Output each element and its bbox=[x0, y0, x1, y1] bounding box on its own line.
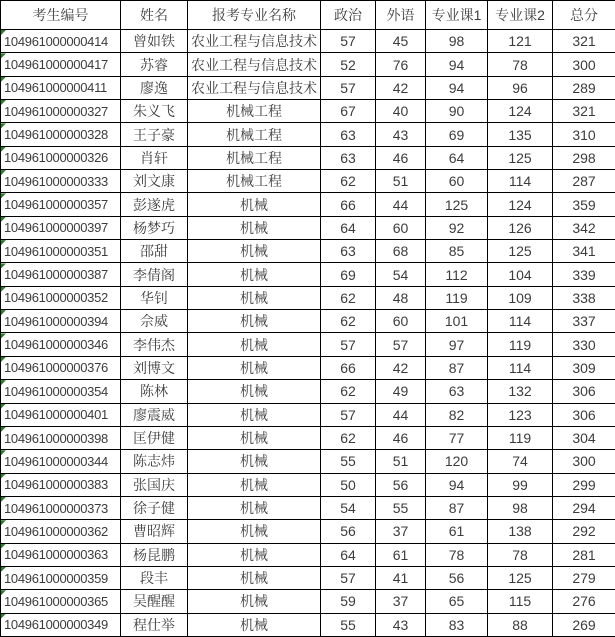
cell-candidate-id[interactable] bbox=[1, 613, 121, 636]
cell-total[interactable]: 310 bbox=[553, 123, 615, 146]
cell-total[interactable]: 330 bbox=[553, 333, 615, 356]
cell-foreign-language[interactable]: 61 bbox=[376, 543, 426, 566]
header-major[interactable]: 报考专业名称 bbox=[188, 1, 321, 30]
table-row bbox=[1, 100, 615, 123]
candidate-id-text: 104961000000394 bbox=[4, 314, 108, 329]
cell-name[interactable]: 邵甜 bbox=[121, 240, 188, 263]
cell-foreign-language[interactable]: 42 bbox=[376, 76, 426, 99]
cell-major[interactable]: 机械 bbox=[188, 263, 321, 286]
candidate-id-text: 104961000000346 bbox=[4, 337, 108, 352]
cell-course2[interactable]: 138 bbox=[488, 520, 553, 543]
cell-major[interactable]: 机械 bbox=[188, 403, 321, 426]
cell-major[interactable]: 机械 bbox=[188, 356, 321, 379]
cell-course1[interactable]: 82 bbox=[426, 403, 488, 426]
cell-course1[interactable]: 119 bbox=[426, 286, 488, 309]
cell-politics[interactable]: 62 bbox=[321, 426, 376, 449]
cell-name[interactable]: 彭遂虎 bbox=[121, 193, 188, 216]
cell-name[interactable]: 肖轩 bbox=[121, 146, 188, 169]
cell-foreign-language[interactable]: 44 bbox=[376, 193, 426, 216]
candidate-id-text: 104961000000349 bbox=[4, 617, 108, 632]
cell-total[interactable]: 309 bbox=[553, 356, 615, 379]
cell-major[interactable]: 机械 bbox=[188, 450, 321, 473]
cell-candidate-id[interactable] bbox=[1, 333, 121, 356]
cell-course2[interactable]: 98 bbox=[488, 496, 553, 519]
cell-course2[interactable]: 119 bbox=[488, 426, 553, 449]
cell-politics[interactable]: 69 bbox=[321, 263, 376, 286]
candidate-id-text: 104961000000365 bbox=[4, 594, 108, 609]
cell-politics[interactable]: 64 bbox=[321, 543, 376, 566]
table-row bbox=[1, 426, 615, 449]
cell-course2[interactable]: 124 bbox=[488, 100, 553, 123]
cell-foreign-language[interactable]: 46 bbox=[376, 426, 426, 449]
cell-major[interactable]: 机械 bbox=[188, 310, 321, 333]
cell-politics[interactable]: 63 bbox=[321, 123, 376, 146]
cell-politics[interactable]: 57 bbox=[321, 403, 376, 426]
cell-foreign-language[interactable]: 51 bbox=[376, 450, 426, 473]
cell-major[interactable]: 机械 bbox=[188, 496, 321, 519]
cell-foreign-language[interactable]: 41 bbox=[376, 566, 426, 589]
cell-total[interactable]: 299 bbox=[553, 473, 615, 496]
header-candidate-id[interactable]: 考生编号 bbox=[1, 1, 121, 30]
cell-course2[interactable]: 99 bbox=[488, 473, 553, 496]
cell-major[interactable]: 机械 bbox=[188, 473, 321, 496]
cell-foreign-language[interactable]: 42 bbox=[376, 356, 426, 379]
table-row bbox=[1, 590, 615, 613]
cell-total[interactable]: 292 bbox=[553, 520, 615, 543]
cell-total[interactable]: 300 bbox=[553, 450, 615, 473]
header-name[interactable]: 姓名 bbox=[121, 1, 188, 30]
cell-course1[interactable]: 60 bbox=[426, 170, 488, 193]
cell-course1[interactable]: 85 bbox=[426, 240, 488, 263]
cell-foreign-language[interactable]: 51 bbox=[376, 170, 426, 193]
cell-name[interactable]: 廖逸 bbox=[121, 76, 188, 99]
cell-foreign-language[interactable]: 76 bbox=[376, 53, 426, 76]
cell-total[interactable]: 298 bbox=[553, 146, 615, 169]
header-row bbox=[1, 1, 615, 30]
cell-total[interactable]: 276 bbox=[553, 590, 615, 613]
cell-name[interactable]: 苏睿 bbox=[121, 53, 188, 76]
cell-course2[interactable]: 125 bbox=[488, 566, 553, 589]
cell-politics[interactable]: 62 bbox=[321, 380, 376, 403]
table-row bbox=[1, 123, 615, 146]
cell-candidate-id[interactable] bbox=[1, 380, 121, 403]
cell-course2[interactable]: 121 bbox=[488, 30, 553, 53]
cell-politics[interactable]: 54 bbox=[321, 496, 376, 519]
cell-course1[interactable]: 90 bbox=[426, 100, 488, 123]
cell-name[interactable]: 杨梦巧 bbox=[121, 216, 188, 239]
cell-foreign-language[interactable]: 49 bbox=[376, 380, 426, 403]
table-row bbox=[1, 520, 615, 543]
cell-major[interactable]: 机械 bbox=[188, 520, 321, 543]
cell-foreign-language[interactable]: 48 bbox=[376, 286, 426, 309]
cell-politics[interactable]: 62 bbox=[321, 286, 376, 309]
candidate-id-text: 104961000000357 bbox=[4, 197, 108, 212]
candidate-id-text: 104961000000417 bbox=[4, 57, 108, 72]
cell-total[interactable]: 281 bbox=[553, 543, 615, 566]
cell-major[interactable]: 农业工程与信息技术 bbox=[188, 53, 321, 76]
cell-candidate-id[interactable] bbox=[1, 53, 121, 76]
header-total[interactable]: 总分 bbox=[553, 1, 615, 30]
cell-course1[interactable]: 112 bbox=[426, 263, 488, 286]
cell-name[interactable]: 李伟杰 bbox=[121, 333, 188, 356]
cell-course1[interactable]: 83 bbox=[426, 613, 488, 636]
cell-foreign-language[interactable]: 55 bbox=[376, 496, 426, 519]
cell-name[interactable]: 华钊 bbox=[121, 286, 188, 309]
cell-total[interactable]: 289 bbox=[553, 76, 615, 99]
cell-candidate-id[interactable] bbox=[1, 216, 121, 239]
table-row bbox=[1, 53, 615, 76]
cell-course1[interactable]: 77 bbox=[426, 426, 488, 449]
cell-candidate-id[interactable] bbox=[1, 30, 121, 53]
header-foreign-language[interactable]: 外语 bbox=[376, 1, 426, 30]
cell-total[interactable]: 279 bbox=[553, 566, 615, 589]
header-course1[interactable]: 专业课1 bbox=[426, 1, 488, 30]
cell-total[interactable]: 342 bbox=[553, 216, 615, 239]
cell-total[interactable]: 321 bbox=[553, 100, 615, 123]
cell-politics[interactable]: 52 bbox=[321, 53, 376, 76]
cell-name[interactable]: 程仕举 bbox=[121, 613, 188, 636]
cell-candidate-id[interactable] bbox=[1, 473, 121, 496]
cell-major[interactable]: 机械 bbox=[188, 333, 321, 356]
cell-politics[interactable]: 55 bbox=[321, 613, 376, 636]
candidate-id-text: 104961000000352 bbox=[4, 290, 108, 305]
table-body bbox=[1, 30, 615, 637]
cell-foreign-language[interactable]: 43 bbox=[376, 613, 426, 636]
cell-politics[interactable]: 62 bbox=[321, 170, 376, 193]
cell-politics[interactable]: 57 bbox=[321, 30, 376, 53]
cell-course2[interactable]: 88 bbox=[488, 613, 553, 636]
table-row bbox=[1, 496, 615, 519]
cell-course2[interactable]: 104 bbox=[488, 263, 553, 286]
cell-major[interactable]: 机械 bbox=[188, 380, 321, 403]
header-course2[interactable]: 专业课2 bbox=[488, 1, 553, 30]
candidate-id-text: 104961000000327 bbox=[4, 104, 108, 119]
cell-total[interactable]: 300 bbox=[553, 53, 615, 76]
cell-course1[interactable]: 125 bbox=[426, 193, 488, 216]
cell-total[interactable]: 359 bbox=[553, 193, 615, 216]
table-row bbox=[1, 356, 615, 379]
cell-politics[interactable]: 55 bbox=[321, 450, 376, 473]
cell-major[interactable]: 农业工程与信息技术 bbox=[188, 30, 321, 53]
cell-foreign-language[interactable]: 57 bbox=[376, 333, 426, 356]
cell-course1[interactable]: 101 bbox=[426, 310, 488, 333]
cell-course1[interactable]: 61 bbox=[426, 520, 488, 543]
cell-major[interactable]: 机械 bbox=[188, 193, 321, 216]
cell-course1[interactable]: 92 bbox=[426, 216, 488, 239]
cell-foreign-language[interactable]: 37 bbox=[376, 520, 426, 543]
cell-name[interactable]: 匡伊健 bbox=[121, 426, 188, 449]
cell-course2[interactable]: 135 bbox=[488, 123, 553, 146]
cell-name[interactable]: 吴醒醒 bbox=[121, 590, 188, 613]
candidate-id-text: 104961000000344 bbox=[4, 454, 108, 469]
cell-candidate-id[interactable] bbox=[1, 240, 121, 263]
cell-candidate-id[interactable] bbox=[1, 403, 121, 426]
cell-name[interactable]: 刘博文 bbox=[121, 356, 188, 379]
table-row bbox=[1, 30, 615, 53]
table-row bbox=[1, 333, 615, 356]
cell-course2[interactable]: 74 bbox=[488, 450, 553, 473]
cell-candidate-id[interactable] bbox=[1, 123, 121, 146]
cell-candidate-id[interactable] bbox=[1, 193, 121, 216]
cell-total[interactable]: 269 bbox=[553, 613, 615, 636]
candidate-id-text: 104961000000328 bbox=[4, 127, 108, 142]
cell-name[interactable]: 徐子健 bbox=[121, 496, 188, 519]
cell-candidate-id[interactable] bbox=[1, 450, 121, 473]
cell-candidate-id[interactable] bbox=[1, 543, 121, 566]
cell-name[interactable]: 王子豪 bbox=[121, 123, 188, 146]
cell-major[interactable]: 机械 bbox=[188, 216, 321, 239]
cell-course1[interactable]: 97 bbox=[426, 333, 488, 356]
cell-course2[interactable]: 109 bbox=[488, 286, 553, 309]
cell-politics[interactable]: 57 bbox=[321, 333, 376, 356]
cell-candidate-id[interactable] bbox=[1, 146, 121, 169]
candidate-id-text: 104961000000373 bbox=[4, 501, 108, 516]
cell-candidate-id[interactable] bbox=[1, 286, 121, 309]
cell-major[interactable]: 农业工程与信息技术 bbox=[188, 76, 321, 99]
cell-name[interactable]: 陈林 bbox=[121, 380, 188, 403]
cell-course1[interactable]: 94 bbox=[426, 473, 488, 496]
cell-major[interactable]: 机械工程 bbox=[188, 123, 321, 146]
cell-candidate-id[interactable] bbox=[1, 356, 121, 379]
cell-candidate-id[interactable] bbox=[1, 263, 121, 286]
cell-name[interactable]: 曹昭辉 bbox=[121, 520, 188, 543]
table-row bbox=[1, 566, 615, 589]
cell-foreign-language[interactable]: 46 bbox=[376, 146, 426, 169]
table-row bbox=[1, 286, 615, 309]
cell-politics[interactable]: 62 bbox=[321, 310, 376, 333]
cell-name[interactable]: 杨昆鹏 bbox=[121, 543, 188, 566]
candidate-id-text: 104961000000333 bbox=[4, 174, 108, 189]
cell-course2[interactable]: 115 bbox=[488, 590, 553, 613]
cell-foreign-language[interactable]: 37 bbox=[376, 590, 426, 613]
cell-course1[interactable]: 94 bbox=[426, 53, 488, 76]
table-row bbox=[1, 263, 615, 286]
cell-course2[interactable]: 125 bbox=[488, 146, 553, 169]
candidate-id-text: 104961000000411 bbox=[4, 80, 107, 95]
cell-total[interactable]: 306 bbox=[553, 380, 615, 403]
cell-course1[interactable]: 64 bbox=[426, 146, 488, 169]
cell-course2[interactable]: 78 bbox=[488, 53, 553, 76]
cell-politics[interactable]: 66 bbox=[321, 356, 376, 379]
cell-major[interactable]: 机械 bbox=[188, 590, 321, 613]
cell-foreign-language[interactable]: 43 bbox=[376, 123, 426, 146]
cell-course2[interactable]: 125 bbox=[488, 240, 553, 263]
cell-total[interactable]: 304 bbox=[553, 426, 615, 449]
cell-foreign-language[interactable]: 40 bbox=[376, 100, 426, 123]
cell-total[interactable]: 294 bbox=[553, 496, 615, 519]
cell-total[interactable]: 306 bbox=[553, 403, 615, 426]
cell-course1[interactable]: 120 bbox=[426, 450, 488, 473]
cell-major[interactable]: 机械 bbox=[188, 543, 321, 566]
cell-course1[interactable]: 63 bbox=[426, 380, 488, 403]
cell-course1[interactable]: 78 bbox=[426, 543, 488, 566]
cell-major[interactable]: 机械 bbox=[188, 613, 321, 636]
cell-politics[interactable]: 56 bbox=[321, 520, 376, 543]
cell-course2[interactable]: 96 bbox=[488, 76, 553, 99]
cell-politics[interactable]: 63 bbox=[321, 240, 376, 263]
candidate-id-text: 104961000000363 bbox=[4, 547, 108, 562]
cell-candidate-id[interactable] bbox=[1, 520, 121, 543]
table-row bbox=[1, 193, 615, 216]
cell-course1[interactable]: 94 bbox=[426, 76, 488, 99]
cell-politics[interactable]: 67 bbox=[321, 100, 376, 123]
cell-total[interactable]: 337 bbox=[553, 310, 615, 333]
cell-politics[interactable]: 66 bbox=[321, 193, 376, 216]
candidate-id-text: 104961000000376 bbox=[4, 360, 108, 375]
cell-total[interactable]: 321 bbox=[553, 30, 615, 53]
cell-course1[interactable]: 87 bbox=[426, 356, 488, 379]
cell-foreign-language[interactable]: 60 bbox=[376, 310, 426, 333]
cell-foreign-language[interactable]: 44 bbox=[376, 403, 426, 426]
cell-name[interactable]: 陈志炜 bbox=[121, 450, 188, 473]
cell-major[interactable]: 机械工程 bbox=[188, 170, 321, 193]
cell-total[interactable]: 287 bbox=[553, 170, 615, 193]
cell-course2[interactable]: 78 bbox=[488, 543, 553, 566]
cell-course2[interactable]: 119 bbox=[488, 333, 553, 356]
candidate-id-text: 104961000000354 bbox=[4, 384, 108, 399]
cell-major[interactable]: 机械 bbox=[188, 566, 321, 589]
cell-major[interactable]: 机械 bbox=[188, 240, 321, 263]
cell-major[interactable]: 机械工程 bbox=[188, 100, 321, 123]
cell-course1[interactable]: 98 bbox=[426, 30, 488, 53]
cell-course2[interactable]: 114 bbox=[488, 356, 553, 379]
cell-name[interactable]: 朱义飞 bbox=[121, 100, 188, 123]
cell-candidate-id[interactable] bbox=[1, 496, 121, 519]
cell-course2[interactable]: 124 bbox=[488, 193, 553, 216]
cell-politics[interactable]: 59 bbox=[321, 590, 376, 613]
cell-course1[interactable]: 69 bbox=[426, 123, 488, 146]
candidate-id-text: 104961000000397 bbox=[4, 220, 108, 235]
cell-name[interactable]: 曾如铁 bbox=[121, 30, 188, 53]
cell-course2[interactable]: 126 bbox=[488, 216, 553, 239]
cell-candidate-id[interactable] bbox=[1, 100, 121, 123]
cell-total[interactable]: 339 bbox=[553, 263, 615, 286]
table-row bbox=[1, 240, 615, 263]
cell-foreign-language[interactable]: 68 bbox=[376, 240, 426, 263]
table-row bbox=[1, 310, 615, 333]
cell-candidate-id[interactable] bbox=[1, 76, 121, 99]
cell-name[interactable]: 刘文康 bbox=[121, 170, 188, 193]
cell-candidate-id[interactable] bbox=[1, 590, 121, 613]
cell-major[interactable]: 机械 bbox=[188, 286, 321, 309]
header-politics[interactable]: 政治 bbox=[321, 1, 376, 30]
table-row bbox=[1, 380, 615, 403]
cell-course1[interactable]: 65 bbox=[426, 590, 488, 613]
table-row bbox=[1, 146, 615, 169]
cell-politics[interactable]: 57 bbox=[321, 76, 376, 99]
candidate-id-text: 104961000000359 bbox=[4, 571, 108, 586]
cell-name[interactable]: 张国庆 bbox=[121, 473, 188, 496]
candidate-id-text: 104961000000401 bbox=[4, 407, 108, 422]
cell-foreign-language[interactable]: 45 bbox=[376, 30, 426, 53]
cell-course2[interactable]: 132 bbox=[488, 380, 553, 403]
candidate-id-text: 104961000000383 bbox=[4, 477, 108, 492]
table-row bbox=[1, 403, 615, 426]
table-row bbox=[1, 216, 615, 239]
candidate-id-text: 104961000000387 bbox=[4, 267, 108, 282]
table-row bbox=[1, 613, 615, 636]
cell-total[interactable]: 338 bbox=[553, 286, 615, 309]
cell-foreign-language[interactable]: 60 bbox=[376, 216, 426, 239]
table-row bbox=[1, 543, 615, 566]
cell-name[interactable]: 佘威 bbox=[121, 310, 188, 333]
cell-total[interactable]: 341 bbox=[553, 240, 615, 263]
cell-politics[interactable]: 64 bbox=[321, 216, 376, 239]
cell-politics[interactable]: 50 bbox=[321, 473, 376, 496]
candidate-id-text: 104961000000414 bbox=[4, 34, 108, 49]
table-row bbox=[1, 450, 615, 473]
candidate-id-text: 104961000000398 bbox=[4, 431, 108, 446]
cell-candidate-id[interactable] bbox=[1, 310, 121, 333]
cell-name[interactable]: 李倩阁 bbox=[121, 263, 188, 286]
candidate-id-text: 104961000000326 bbox=[4, 150, 108, 165]
candidate-id-text: 104961000000362 bbox=[4, 524, 108, 539]
cell-course1[interactable]: 56 bbox=[426, 566, 488, 589]
candidate-id-text: 104961000000351 bbox=[4, 244, 108, 259]
cell-major[interactable]: 机械 bbox=[188, 426, 321, 449]
table-row bbox=[1, 76, 615, 99]
cell-politics[interactable]: 63 bbox=[321, 146, 376, 169]
table-row bbox=[1, 170, 615, 193]
cell-major[interactable]: 机械工程 bbox=[188, 146, 321, 169]
cell-candidate-id[interactable] bbox=[1, 426, 121, 449]
cell-name[interactable]: 廖震威 bbox=[121, 403, 188, 426]
cell-foreign-language[interactable]: 56 bbox=[376, 473, 426, 496]
cell-course2[interactable]: 123 bbox=[488, 403, 553, 426]
cell-course1[interactable]: 87 bbox=[426, 496, 488, 519]
cell-politics[interactable]: 57 bbox=[321, 566, 376, 589]
cell-name[interactable]: 段丰 bbox=[121, 566, 188, 589]
cell-foreign-language[interactable]: 54 bbox=[376, 263, 426, 286]
cell-candidate-id[interactable] bbox=[1, 566, 121, 589]
cell-course2[interactable]: 114 bbox=[488, 310, 553, 333]
cell-candidate-id[interactable] bbox=[1, 170, 121, 193]
cell-course2[interactable]: 114 bbox=[488, 170, 553, 193]
table-row bbox=[1, 473, 615, 496]
